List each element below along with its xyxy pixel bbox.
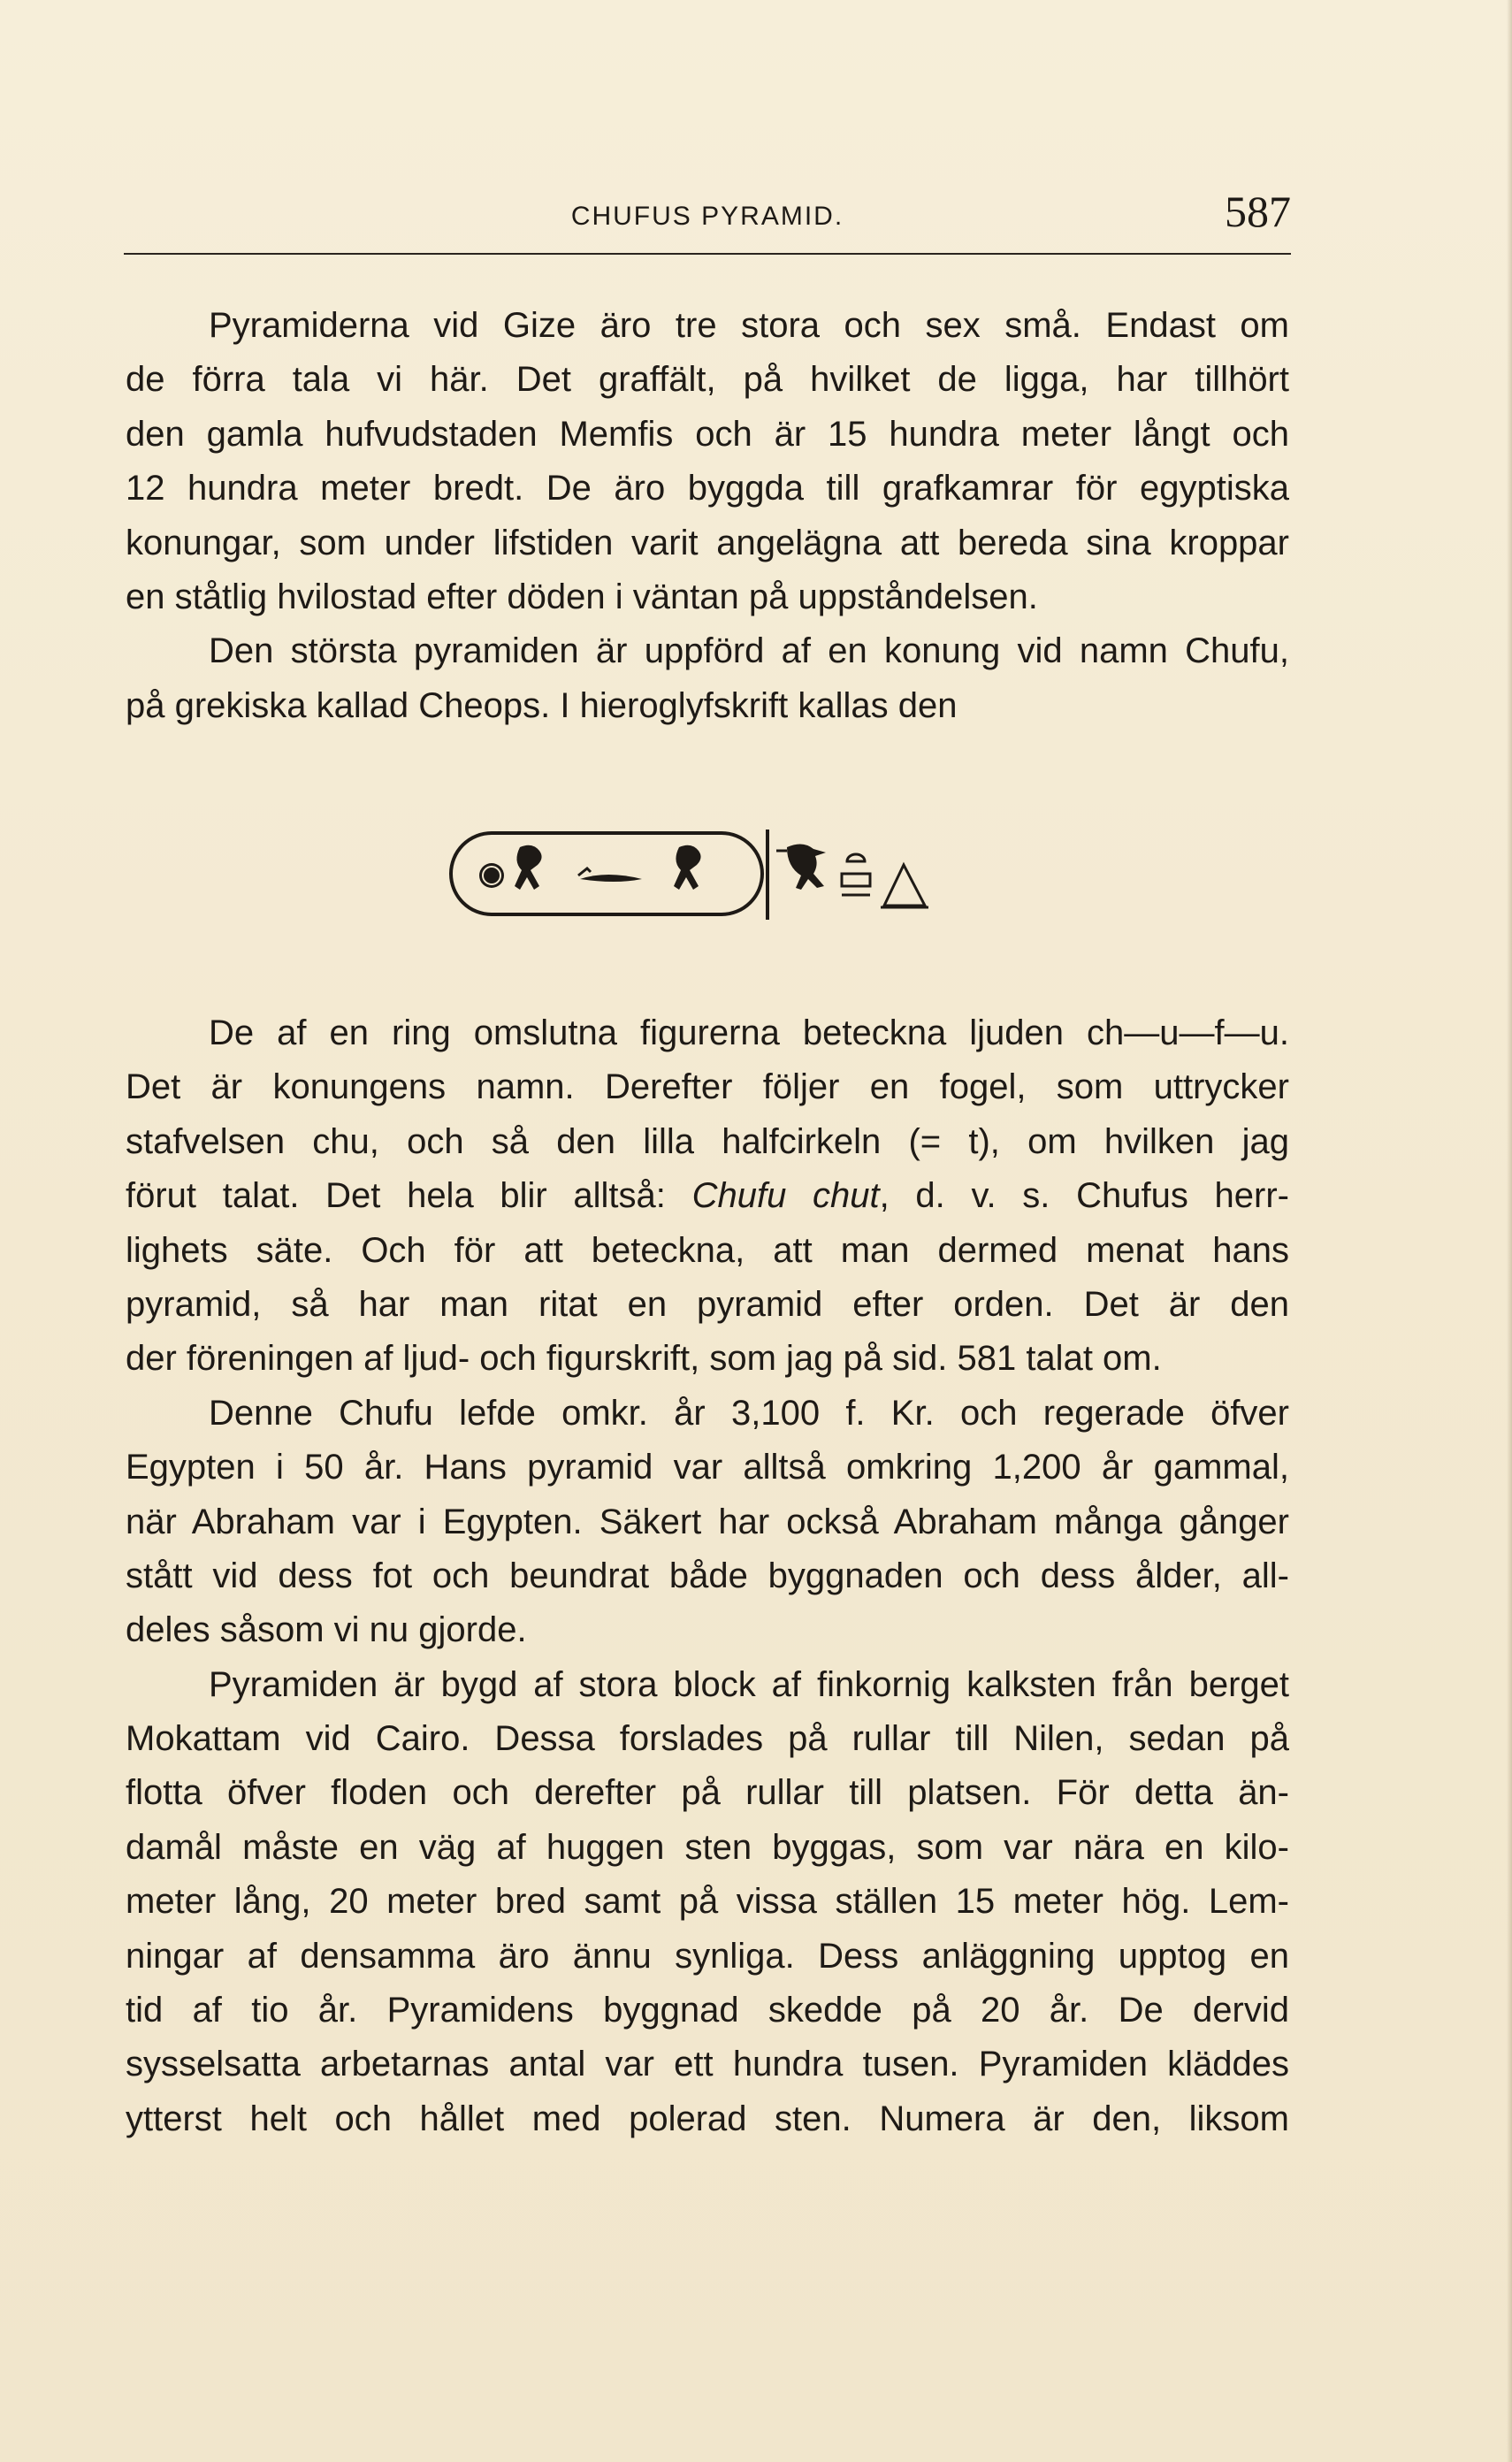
text-line: deles såsom vi nu gjorde. [126, 1610, 527, 1650]
page-edge-shadow [1507, 0, 1512, 2462]
text-line: Denne Chufu lefde omkr. år 3,100 f. Kr. och regerade öfver [209, 1393, 1289, 1433]
text-line: tid af tio år. Pyramidens byggnad skedde på 20 år. De dervid [126, 1991, 1289, 2030]
text-line: der föreningen af ljud- och figurskrift, som jag på sid. 581 talat om. [126, 1339, 1162, 1379]
text-line: Den största pyramiden är uppförd af en konung vid namn Chufu, [209, 631, 1289, 671]
text-line: Pyramiden är bygd af stora block af finkornig kalksten från berget [209, 1664, 1289, 1704]
text-line: lighets säte. Och för att beteckna, att man dermed menat hans [126, 1230, 1289, 1270]
text-line: när Abraham var i Egypten. Säkert har också Abraham många gånger [126, 1502, 1289, 1541]
text-block-top [126, 299, 1289, 733]
text-line: Det är konungens namn. Derefter följer en fogel, som uttrycker [126, 1067, 1289, 1107]
text-line: på grekiska kallad Cheops. I hieroglyfskrift kallas den [126, 685, 958, 725]
text-block-bottom [126, 1006, 1289, 2146]
text-line: förut talat. Det hela blir alltså: Chufu chut, d. v. s. Chufus herr- [126, 1176, 1289, 1216]
text-line: Egypten i 50 år. Hans pyramid var alltså omkring 1,200 år gammal, [126, 1448, 1289, 1487]
cartouche-chufu-hieroglyph-icon [447, 821, 943, 927]
text-line: sysselsatta arbetarnas antal var ett hundra tusen. Pyramiden kläddes [126, 2045, 1289, 2084]
text-line: meter lång, 20 meter bred samt på vissa ställen 15 meter hög. Lem- [126, 1882, 1289, 1922]
text-line: stått vid dess fot och beundrat både byggnaden och dess ålder, all- [126, 1556, 1289, 1595]
text-line: ningar af densamma äro ännu synliga. Dess anläggning upptog en [126, 1936, 1289, 1976]
text-line: konungar, som under lifstiden varit angelägna att bereda sina kroppar [126, 523, 1289, 562]
text-line: 12 hundra meter bredt. De äro byggda till grafkamrar för egyptiska [126, 469, 1289, 508]
text-line: flotta öfver floden och derefter på rullar till platsen. För detta än- [126, 1773, 1289, 1813]
text-line: damål måste en väg af huggen sten byggas, som var nära en kilo- [126, 1827, 1289, 1867]
text-line: Mokattam vid Cairo. Dessa forslades på rullar till Nilen, sedan på [126, 1719, 1289, 1759]
text-line: de förra tala vi här. Det graffält, på hvilket de ligga, har tillhört [126, 360, 1289, 400]
text-line: Pyramiderna vid Gize äro tre stora och sex små. Endast om [209, 306, 1289, 345]
text-line: en ståtlig hvilostad efter döden i väntan på uppståndelsen. [126, 577, 1038, 616]
text-line: stafvelsen chu, och så den lilla halfcirkeln (= t), om hvilken jag [126, 1121, 1289, 1161]
page-header [124, 186, 1291, 248]
header-rule [124, 253, 1291, 255]
running-title: CHUFUS PYRAMID. [570, 202, 844, 231]
page-number: 587 [1225, 187, 1291, 236]
text-line: pyramid, så har man ritat en pyramid efter orden. Det är den [126, 1284, 1289, 1324]
text-line: den gamla hufvudstaden Memfis och är 15 hundra meter långt och [126, 414, 1289, 454]
text-line: ytterst helt och hållet med polerad sten. Numera är den, liksom [126, 2099, 1289, 2138]
text-line: De af en ring omslutna figurerna beteckna ljuden ch—u—f—u. [209, 1013, 1289, 1052]
